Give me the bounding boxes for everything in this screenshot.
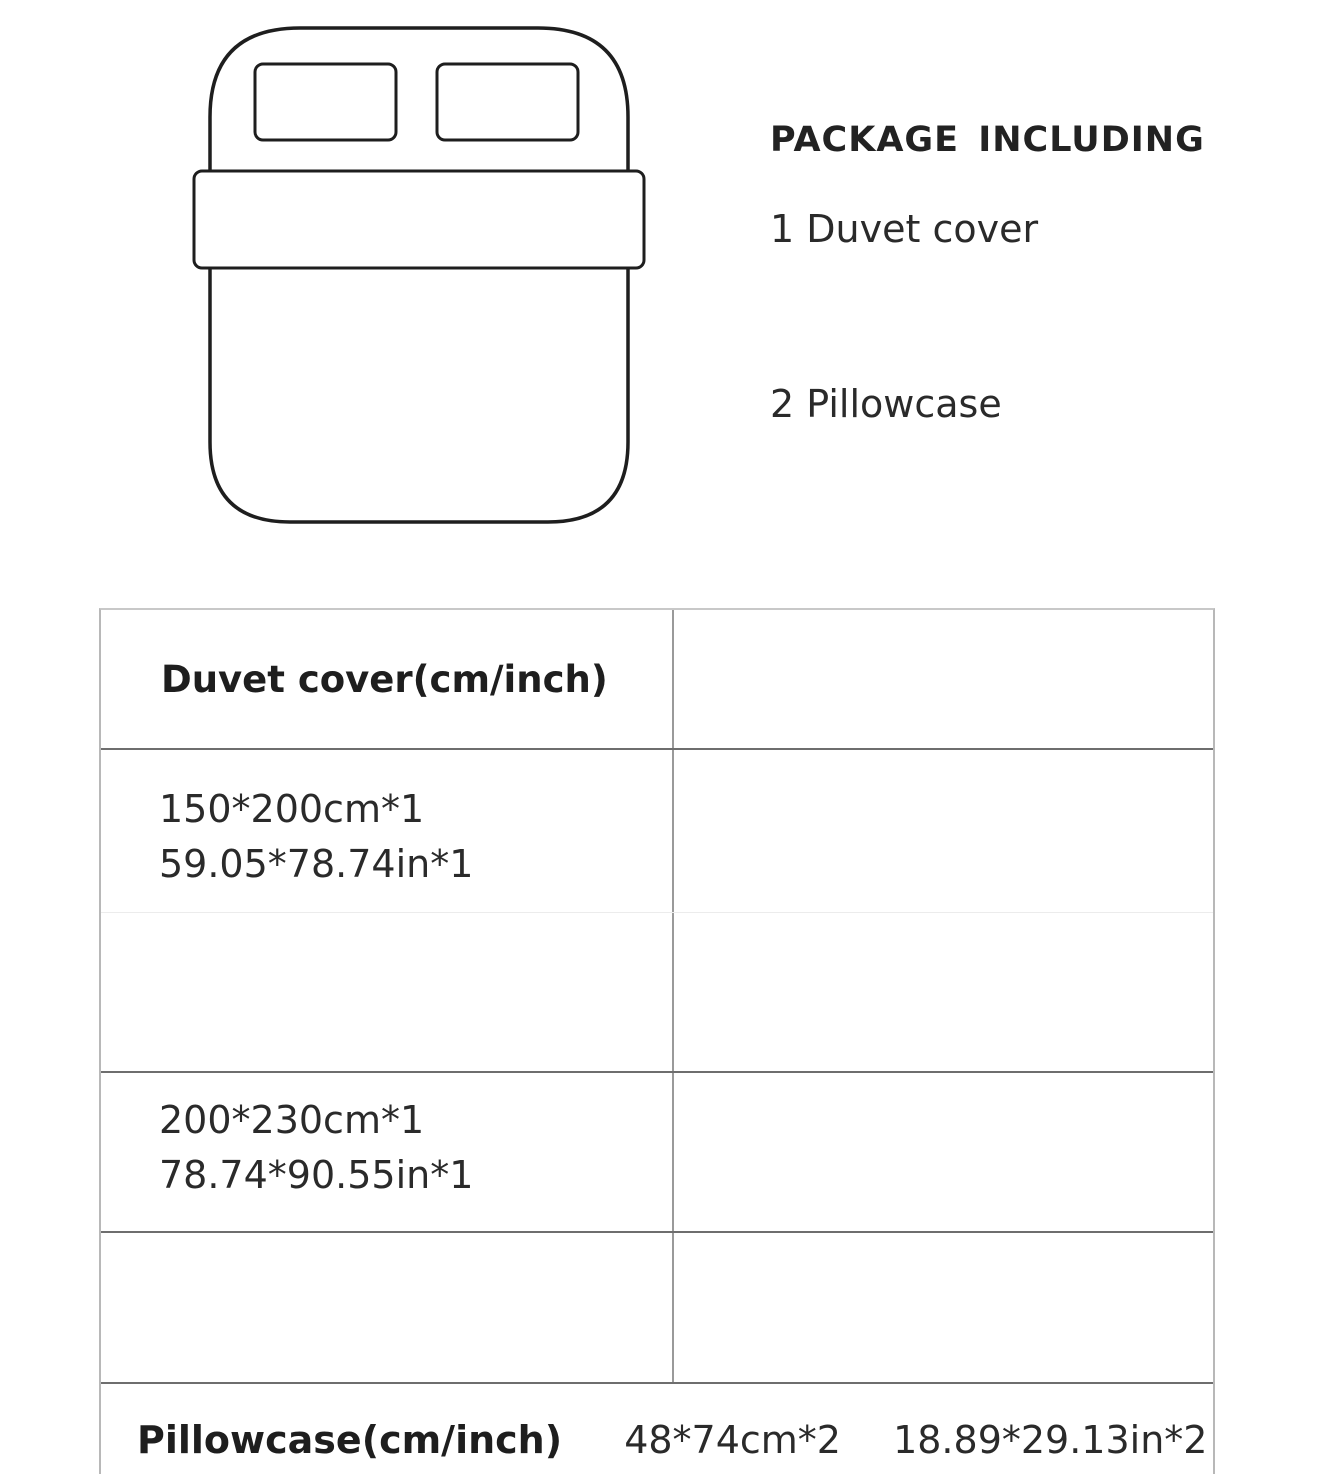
table-header-row xyxy=(101,610,1213,750)
size-cm: 150*200cm*1 xyxy=(159,787,425,831)
pillow-right xyxy=(437,64,578,140)
table-row-empty xyxy=(101,913,1213,1073)
bed-illustration xyxy=(190,22,650,528)
pillowcase-label: Pillowcase(cm/inch) xyxy=(137,1418,563,1462)
size-table xyxy=(99,608,1215,1474)
size-inch: 78.74*90.55in*1 xyxy=(159,1153,474,1197)
table-row-empty xyxy=(101,1233,1213,1384)
pillowcase-size-inch: 18.89*29.13in*2 xyxy=(893,1418,1208,1462)
package-item-pillowcase: 2 Pillowcase xyxy=(770,382,1002,426)
table-row xyxy=(101,1073,1213,1233)
bed-frame xyxy=(210,28,628,522)
package-section xyxy=(770,118,1290,426)
package-item-duvet: 1 Duvet cover xyxy=(770,207,1039,251)
pillow-left xyxy=(255,64,396,140)
duvet-fold xyxy=(194,171,644,268)
table-row xyxy=(101,750,1213,913)
size-cm: 200*230cm*1 xyxy=(159,1098,425,1142)
size-inch: 59.05*78.74in*1 xyxy=(159,842,474,886)
table-header: Duvet cover(cm/inch) xyxy=(161,658,608,701)
pillowcase-row xyxy=(137,1416,1207,1464)
package-title: PACKAGE INCLUDING xyxy=(770,120,1205,160)
pillowcase-size-cm: 48*74cm*2 xyxy=(624,1418,841,1462)
